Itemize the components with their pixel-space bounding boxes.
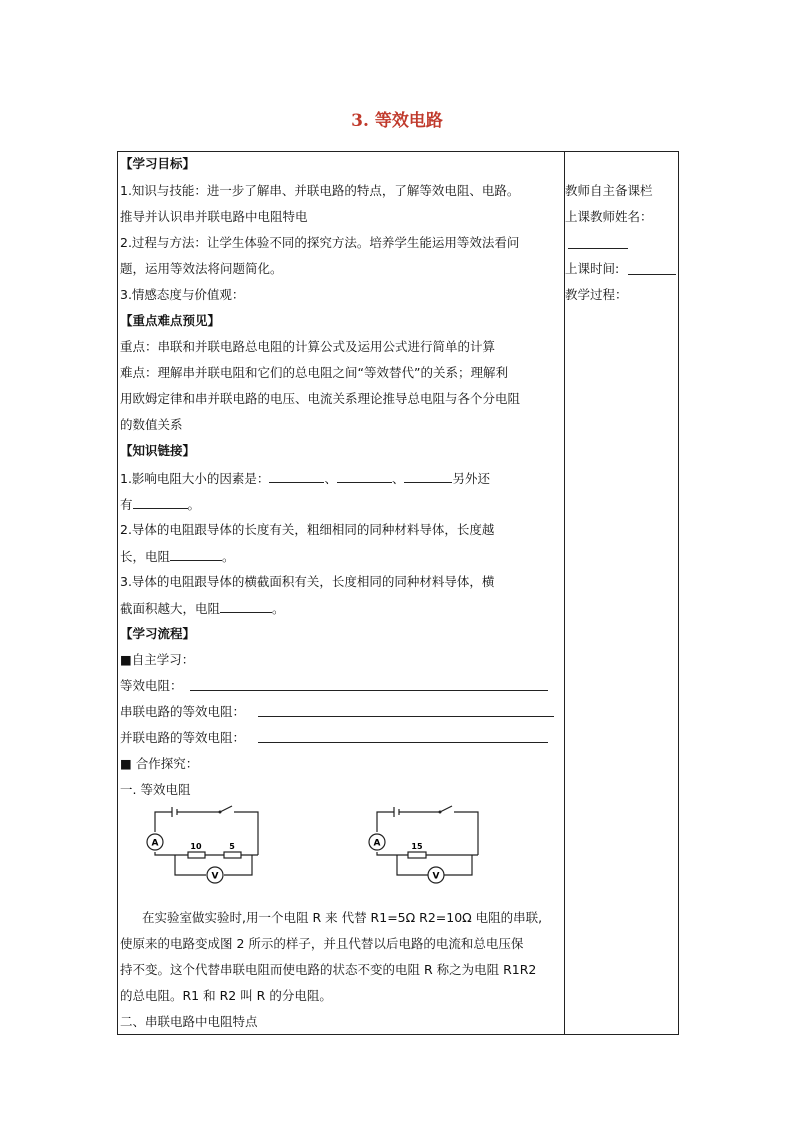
q1-blank-1[interactable] <box>269 470 324 483</box>
switch-contact <box>219 811 222 814</box>
class-time-label: 上课时间: <box>565 261 620 276</box>
link-question-2: 2.导体的电阻跟导体的长度有关，粗细相同的同种材料导体，长度越 <box>120 522 495 537</box>
switch-contact <box>439 811 442 814</box>
link-question-2-cont <box>120 548 235 565</box>
q2-end: 。 <box>222 549 235 564</box>
q1-blank-2[interactable] <box>337 470 392 483</box>
resistor-2-value: 5 <box>229 842 235 851</box>
link-question-3: 3.导体的电阻跟导体的横截面积有关，长度相同的同种材料导体，横 <box>120 574 495 589</box>
equivalent-resistance-label: 等效电阻： <box>120 678 183 693</box>
voltmeter-label: V <box>211 871 219 882</box>
paragraph-line-2: 使原来的电路变成图 2 所示的样子，并且代替以后电路的电流和总电压保 <box>120 936 524 951</box>
cooperative-inquiry-label: ■ 合作探究： <box>120 756 199 771</box>
teacher-name-label: 上课教师姓名： <box>565 209 653 224</box>
paragraph-line-4: 的总电阻。R1 和 R2 叫 R 的分电阻。 <box>120 988 332 1003</box>
parallel-resistance-blank[interactable] <box>258 742 548 743</box>
q1-blank-4[interactable] <box>133 496 188 509</box>
q2-blank[interactable] <box>170 548 222 561</box>
paragraph-line-1: 在实验室做实验时,用一个电阻 R 来 代替 R1=5Ω R2=10Ω 电阻的串联, <box>142 910 543 925</box>
links-heading: 【知识链接】 <box>120 443 196 458</box>
q1-text: 1.影响电阻大小的因素是： <box>120 471 270 486</box>
key-point: 重点：串联和并联电路总电阻的计算公式及运用公式进行简单的计算 <box>120 339 496 354</box>
q1-sep-2: 、 <box>391 471 405 486</box>
q3b-text: 截面积越大，电阻 <box>120 601 221 616</box>
q1-blank-3[interactable] <box>404 470 452 483</box>
keypoints-heading: 【重点难点预见】 <box>120 313 221 328</box>
q1-end: 。 <box>187 497 201 512</box>
resistor-1-value: 10 <box>190 842 202 851</box>
series-circuit-diagram <box>140 800 270 890</box>
teacher-name-blank[interactable] <box>568 248 628 249</box>
document-title: 3. 等效电路 <box>351 111 443 131</box>
flow-heading: 【学习流程】 <box>120 626 196 641</box>
teaching-process-label: 教学过程： <box>565 287 628 302</box>
ammeter-label: A <box>151 838 159 849</box>
goal-2a: 2.过程与方法：让学生体验不同的探究方法。培养学生能运用等效法看问 <box>120 235 520 250</box>
equivalent-circuit-diagram <box>362 800 492 890</box>
class-time-blank[interactable] <box>628 274 676 275</box>
difficulty-2: 用欧姆定律和串并联电路的电压、电流关系理论推导总电阻与各个分电阻 <box>120 391 521 406</box>
lesson-table <box>117 151 679 1035</box>
q3-end: 。 <box>272 601 285 616</box>
ammeter-label: A <box>373 838 381 849</box>
q3-blank[interactable] <box>220 600 272 613</box>
self-study-label: ■自主学习： <box>120 652 195 667</box>
series-resistance-blank[interactable] <box>258 716 554 717</box>
link-question-3-cont <box>120 600 285 617</box>
resistor-value: 15 <box>411 842 423 851</box>
link-question-1 <box>120 470 490 487</box>
goal-2b: 题，运用等效法将问题简化。 <box>120 261 283 276</box>
q1-tail: 另外还 <box>452 471 490 486</box>
difficulty-3: 的数值关系 <box>120 417 183 432</box>
column-divider <box>564 151 565 1035</box>
link-question-1-cont <box>120 496 200 513</box>
goal-1a: 1.知识与技能：进一步了解串、并联电路的特点，了解等效电阻、电路。 <box>120 183 520 198</box>
series-resistance-label: 串联电路的等效电阻： <box>120 704 246 719</box>
equivalent-resistance-blank[interactable] <box>190 690 548 691</box>
goals-heading: 【学习目标】 <box>120 156 196 171</box>
q1c-text: 有 <box>120 497 133 512</box>
goal-1b: 推导并认识串并联电路中电阻特电 <box>120 209 308 224</box>
part-1-heading: 一. 等效电阻 <box>120 782 191 797</box>
q2b-text: 长，电阻 <box>120 549 171 564</box>
goal-3: 3.情感态度与价值观： <box>120 287 245 302</box>
paragraph-line-3: 持不变。这个代替串联电阻而使电路的状态不变的电阻 R 称之为电阻 R1R2 <box>120 962 537 977</box>
q1-sep-1: 、 <box>324 471 337 486</box>
sidebar-title: 教师自主备课栏 <box>565 183 653 198</box>
part-2-heading: 二、串联电路中电阻特点 <box>120 1014 258 1029</box>
parallel-resistance-label: 并联电路的等效电阻： <box>120 730 246 745</box>
difficulty-1: 难点：理解串并联电阻和它们的总电阻之间“等效替代”的关系；理解利 <box>120 365 508 380</box>
voltmeter-label: V <box>432 871 440 882</box>
